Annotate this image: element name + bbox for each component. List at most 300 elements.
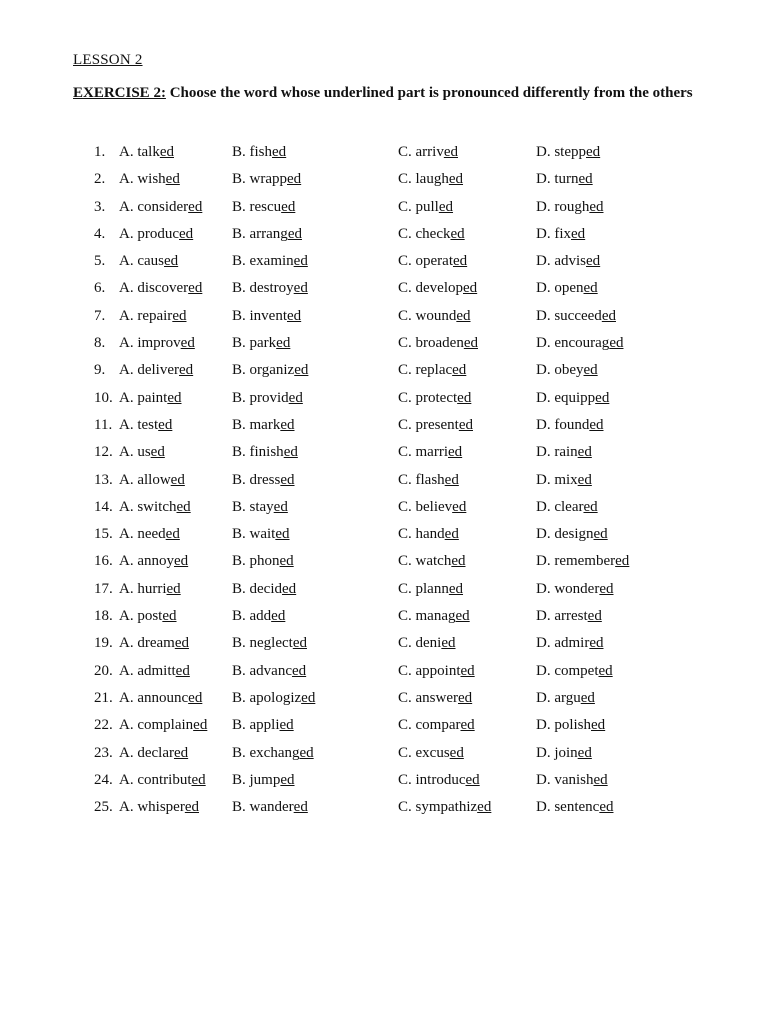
underlined-ending: ed (599, 580, 614, 597)
underlined-ending: ed (165, 171, 180, 188)
option-stem: A. whisper (119, 799, 185, 816)
option-stem: B. organiz (232, 362, 295, 379)
option-c (398, 496, 466, 518)
underlined-ending: ed (463, 335, 478, 352)
question-number: 8. (94, 335, 106, 352)
underlined-ending: ed (288, 389, 303, 406)
option-stem: C. check (398, 225, 451, 242)
option-stem: D. rain (536, 444, 578, 461)
option-b (232, 305, 301, 327)
underlined-ending: ed (450, 225, 465, 242)
option-stem: B. add (232, 608, 272, 625)
question-row (0, 387, 768, 414)
option-b (232, 387, 303, 409)
option-stem: A. admitt (119, 662, 176, 679)
underlined-ending: ed (587, 608, 602, 625)
underlined-ending: ed (441, 635, 456, 652)
option-d (536, 387, 609, 409)
option-stem: A. contribut (119, 771, 192, 788)
option-b (232, 332, 290, 354)
option-stem: B. appli (232, 717, 280, 734)
question-number: 16. (94, 553, 113, 570)
option-stem: B. jump (232, 771, 281, 788)
question-list (0, 141, 768, 823)
underlined-ending: ed (593, 771, 608, 788)
option-d (536, 632, 604, 654)
question-number: 17. (94, 580, 113, 597)
option-stem: A. paint (119, 389, 168, 406)
option-a (119, 632, 189, 654)
underlined-ending: ed (294, 362, 309, 379)
option-a (119, 441, 165, 463)
question-number: 3. (94, 198, 106, 215)
option-stem: B. neglect (232, 635, 293, 652)
option-d (536, 196, 604, 218)
option-a (119, 332, 195, 354)
underlined-ending: ed (452, 362, 467, 379)
exercise-label: EXERCISE 2: (73, 85, 166, 101)
option-c (398, 769, 480, 791)
option-b (232, 578, 296, 600)
question-number: 2. (94, 171, 106, 188)
underlined-ending: ed (162, 608, 177, 625)
underlined-ending: ed (159, 144, 174, 160)
underlined-ending: ed (292, 635, 307, 652)
option-c (398, 687, 472, 709)
question-row (0, 441, 768, 468)
option-c (398, 796, 491, 818)
underlined-ending: ed (287, 307, 302, 324)
option-d (536, 605, 602, 627)
option-d (536, 441, 592, 463)
option-stem: D. turn (536, 171, 579, 188)
option-c (398, 387, 471, 409)
underlined-ending: ed (598, 662, 613, 679)
underlined-ending: ed (593, 526, 608, 543)
option-stem: D. sentenc (536, 799, 600, 816)
option-stem: C. excus (398, 744, 450, 761)
underlined-ending: ed (601, 307, 616, 324)
option-stem: A. dream (119, 635, 175, 652)
option-a (119, 496, 191, 518)
option-b (232, 496, 288, 518)
underlined-ending: ed (180, 335, 195, 352)
question-number: 20. (94, 662, 113, 679)
option-stem: D. remember (536, 553, 616, 570)
question-row (0, 414, 768, 441)
question-number: 6. (94, 280, 106, 297)
question-row (0, 578, 768, 605)
option-d (536, 796, 613, 818)
option-a (119, 796, 199, 818)
underlined-ending: ed (166, 580, 181, 597)
question-number: 11. (94, 416, 113, 433)
underlined-ending: ed (609, 335, 624, 352)
option-stem: B. advanc (232, 662, 292, 679)
question-row (0, 714, 768, 741)
option-a (119, 578, 181, 600)
option-d (536, 168, 593, 190)
option-c (398, 550, 466, 572)
option-a (119, 605, 177, 627)
underlined-ending: ed (583, 362, 598, 379)
question-number: 22. (94, 717, 113, 734)
exercise-instruction: Choose the word whose underlined part is pronounced differently from the others (169, 85, 693, 101)
option-d (536, 469, 592, 491)
underlined-ending: ed (460, 662, 475, 679)
option-stem: D. equipp (536, 389, 596, 406)
option-b (232, 196, 295, 218)
option-d (536, 523, 608, 545)
option-stem: C. pull (398, 198, 439, 215)
underlined-ending: ed (193, 717, 208, 734)
question-row (0, 632, 768, 659)
option-stem: D. admir (536, 635, 590, 652)
option-a (119, 223, 193, 245)
question-row (0, 605, 768, 632)
option-c (398, 660, 475, 682)
option-stem: A. post (119, 608, 163, 625)
option-b (232, 605, 285, 627)
question-number: 7. (94, 307, 106, 324)
option-c (398, 168, 463, 190)
underlined-ending: ed (583, 498, 598, 515)
option-stem: A. produc (119, 225, 179, 242)
underlined-ending: ed (281, 198, 296, 215)
option-b (232, 250, 308, 272)
option-b (232, 469, 295, 491)
option-d (536, 687, 595, 709)
option-c (398, 632, 456, 654)
underlined-ending: ed (589, 198, 604, 215)
option-b (232, 550, 294, 572)
option-stem: D. vanish (536, 771, 594, 788)
option-stem: C. believ (398, 498, 453, 515)
underlined-ending: ed (184, 799, 199, 816)
option-stem: D. rough (536, 198, 590, 215)
option-stem: A. allow (119, 471, 171, 488)
underlined-ending: ed (167, 389, 182, 406)
question-number: 5. (94, 253, 106, 270)
option-stem: B. wrapp (232, 171, 287, 188)
option-a (119, 250, 178, 272)
option-c (398, 523, 459, 545)
option-stem: B. park (232, 335, 277, 352)
underlined-ending: ed (280, 771, 295, 788)
option-stem: C. plann (398, 580, 449, 597)
option-stem: B. arrang (232, 225, 288, 242)
option-stem: C. answer (398, 689, 458, 706)
option-stem: C. replac (398, 362, 453, 379)
underlined-ending: ed (283, 444, 298, 461)
option-stem: D. clear (536, 498, 584, 515)
underlined-ending: ed (458, 689, 473, 706)
option-b (232, 441, 298, 463)
question-row (0, 277, 768, 304)
option-stem: B. wander (232, 799, 294, 816)
option-a (119, 141, 174, 163)
option-stem: D. open (536, 280, 584, 297)
underlined-ending: ed (275, 526, 290, 543)
option-a (119, 305, 186, 327)
underlined-ending: ed (291, 662, 307, 679)
underlined-ending: ed (287, 225, 302, 242)
question-row (0, 223, 768, 250)
option-stem: A. wish (119, 171, 166, 188)
option-d (536, 305, 616, 327)
option-stem: A. discover (119, 280, 189, 297)
option-stem: A. repair (119, 307, 173, 324)
underlined-ending: ed (586, 144, 601, 160)
question-row (0, 305, 768, 332)
question-row (0, 196, 768, 223)
option-a (119, 277, 202, 299)
option-stem: C. develop (398, 280, 463, 297)
option-stem: C. arriv (398, 144, 444, 160)
option-d (536, 277, 598, 299)
question-row (0, 496, 768, 523)
option-stem: C. present (398, 416, 459, 433)
option-stem: C. appoint (398, 662, 461, 679)
option-b (232, 141, 286, 163)
option-stem: B. apologiz (232, 689, 302, 706)
option-b (232, 687, 315, 709)
underlined-ending: ed (444, 526, 459, 543)
question-number: 18. (94, 608, 113, 625)
underlined-ending: ed (280, 416, 295, 433)
underlined-ending: ed (173, 744, 189, 761)
exercise-heading (73, 80, 713, 107)
option-stem: D. fix (536, 225, 571, 242)
question-number: 13. (94, 471, 113, 488)
lesson-title: LESSON 2 (73, 52, 143, 68)
option-b (232, 632, 307, 654)
question-number: 24. (94, 771, 113, 788)
underlined-ending: ed (615, 553, 630, 570)
option-stem: A. deliver (119, 362, 179, 379)
question-number: 12. (94, 444, 113, 461)
underlined-ending: ed (463, 280, 478, 297)
underlined-ending: ed (279, 553, 294, 570)
option-c (398, 359, 466, 381)
question-row (0, 250, 768, 277)
underlined-ending: ed (438, 198, 454, 215)
option-stem: D. argu (536, 689, 581, 706)
underlined-ending: ed (580, 689, 595, 706)
option-a (119, 660, 190, 682)
option-stem: B. decid (232, 580, 282, 597)
question-number: 10. (94, 389, 113, 406)
option-c (398, 714, 475, 736)
underlined-ending: ed (458, 416, 473, 433)
option-c (398, 223, 465, 245)
option-c (398, 250, 467, 272)
underlined-ending: ed (589, 635, 604, 652)
option-d (536, 250, 600, 272)
option-stem: A. complain (119, 717, 194, 734)
option-a (119, 550, 188, 572)
underlined-ending: ed (280, 471, 295, 488)
underlined-ending: ed (571, 225, 586, 242)
underlined-ending: ed (188, 689, 203, 706)
option-stem: A. us (119, 444, 151, 461)
underlined-ending: ed (273, 498, 288, 515)
option-stem: C. hand (398, 526, 445, 543)
option-stem: D. advis (536, 253, 586, 270)
option-a (119, 769, 206, 791)
question-row (0, 469, 768, 496)
option-a (119, 469, 185, 491)
option-c (398, 441, 462, 463)
option-c (398, 414, 473, 436)
question-number: 4. (94, 225, 106, 242)
option-c (398, 277, 477, 299)
question-row (0, 168, 768, 195)
question-number: 25. (94, 799, 113, 816)
underlined-ending: ed (272, 144, 287, 160)
option-stem: A. switch (119, 498, 177, 515)
question-number: 1. (94, 144, 106, 160)
underlined-ending: ed (578, 171, 593, 188)
question-row (0, 523, 768, 550)
option-a (119, 196, 202, 218)
underlined-ending: ed (282, 580, 297, 597)
option-stem: A. improv (119, 335, 181, 352)
option-stem: A. hurri (119, 580, 167, 597)
option-a (119, 387, 182, 409)
question-row (0, 332, 768, 359)
underlined-ending: ed (586, 253, 601, 270)
underlined-ending: ed (465, 771, 480, 788)
option-d (536, 660, 613, 682)
option-b (232, 769, 295, 791)
option-stem: B. rescu (232, 198, 282, 215)
option-b (232, 168, 301, 190)
underlined-ending: ed (158, 416, 173, 433)
underlined-ending: ed (452, 253, 468, 270)
option-c (398, 742, 464, 764)
underlined-ending: ed (583, 280, 598, 297)
underlined-ending: ed (460, 717, 475, 734)
underlined-ending: ed (455, 608, 470, 625)
option-stem: C. watch (398, 553, 452, 570)
option-stem: B. phon (232, 553, 280, 570)
underlined-ending: ed (188, 280, 203, 297)
underlined-ending: ed (293, 799, 308, 816)
option-a (119, 523, 180, 545)
option-stem: C. sympathiz (398, 799, 478, 816)
option-stem: B. provid (232, 389, 289, 406)
underlined-ending: ed (164, 253, 179, 270)
underlined-ending: ed (191, 771, 206, 788)
option-stem: C. introduc (398, 771, 466, 788)
option-a (119, 714, 207, 736)
question-number: 19. (94, 635, 113, 652)
option-b (232, 742, 314, 764)
underlined-ending: ed (150, 444, 165, 461)
underlined-ending: ed (165, 526, 180, 543)
option-stem: B. destroy (232, 280, 294, 297)
option-a (119, 414, 172, 436)
option-d (536, 550, 629, 572)
option-stem: A. consider (119, 198, 189, 215)
option-c (398, 332, 478, 354)
underlined-ending: ed (577, 744, 592, 761)
underlined-ending: ed (448, 580, 464, 597)
option-d (536, 578, 614, 600)
option-stem: D. compet (536, 662, 599, 679)
option-stem: A. need (119, 526, 166, 543)
option-stem: D. succeed (536, 307, 602, 324)
underlined-ending: ed (174, 635, 189, 652)
underlined-ending: ed (456, 307, 471, 324)
question-row (0, 796, 768, 823)
option-c (398, 605, 470, 627)
underlined-ending: ed (276, 335, 291, 352)
option-stem: D. stepp (536, 144, 586, 160)
option-c (398, 305, 471, 327)
option-stem: B. invent (232, 307, 287, 324)
question-row (0, 687, 768, 714)
question-number: 23. (94, 744, 113, 761)
option-c (398, 196, 453, 218)
underlined-ending: ed (293, 253, 308, 270)
option-stem: B. wait (232, 526, 276, 543)
option-stem: B. dress (232, 471, 281, 488)
option-d (536, 742, 592, 764)
question-row (0, 769, 768, 796)
underlined-ending: ed (443, 144, 458, 160)
option-d (536, 414, 604, 436)
option-b (232, 414, 295, 436)
option-stem: A. declar (119, 744, 174, 761)
underlined-ending: ed (448, 444, 463, 461)
underlined-ending: ed (452, 498, 467, 515)
underlined-ending: ed (279, 717, 294, 734)
underlined-ending: ed (172, 307, 187, 324)
option-stem: D. found (536, 416, 590, 433)
underlined-ending: ed (175, 662, 190, 679)
option-stem: C. wound (398, 307, 457, 324)
option-a (119, 742, 188, 764)
option-stem: A. test (119, 416, 159, 433)
option-stem: C. marri (398, 444, 448, 461)
option-stem: B. examin (232, 253, 294, 270)
underlined-ending: ed (577, 471, 592, 488)
option-stem: A. talk (119, 144, 160, 160)
option-d (536, 332, 623, 354)
option-stem: C. laugh (398, 171, 449, 188)
question-row (0, 660, 768, 687)
option-stem: D. arrest (536, 608, 588, 625)
underlined-ending: ed (179, 225, 194, 242)
option-stem: D. wonder (536, 580, 600, 597)
option-stem: D. obey (536, 362, 584, 379)
option-stem: C. broaden (398, 335, 464, 352)
option-stem: C. operat (398, 253, 453, 270)
underlined-ending: ed (299, 744, 314, 761)
underlined-ending: ed (477, 799, 492, 816)
option-stem: C. flash (398, 471, 445, 488)
option-d (536, 141, 600, 163)
underlined-ending: ed (448, 171, 464, 188)
underlined-ending: ed (595, 389, 610, 406)
underlined-ending: ed (577, 444, 592, 461)
underlined-ending: ed (589, 416, 604, 433)
option-stem: C. protect (398, 389, 458, 406)
question-row (0, 742, 768, 769)
option-b (232, 223, 302, 245)
